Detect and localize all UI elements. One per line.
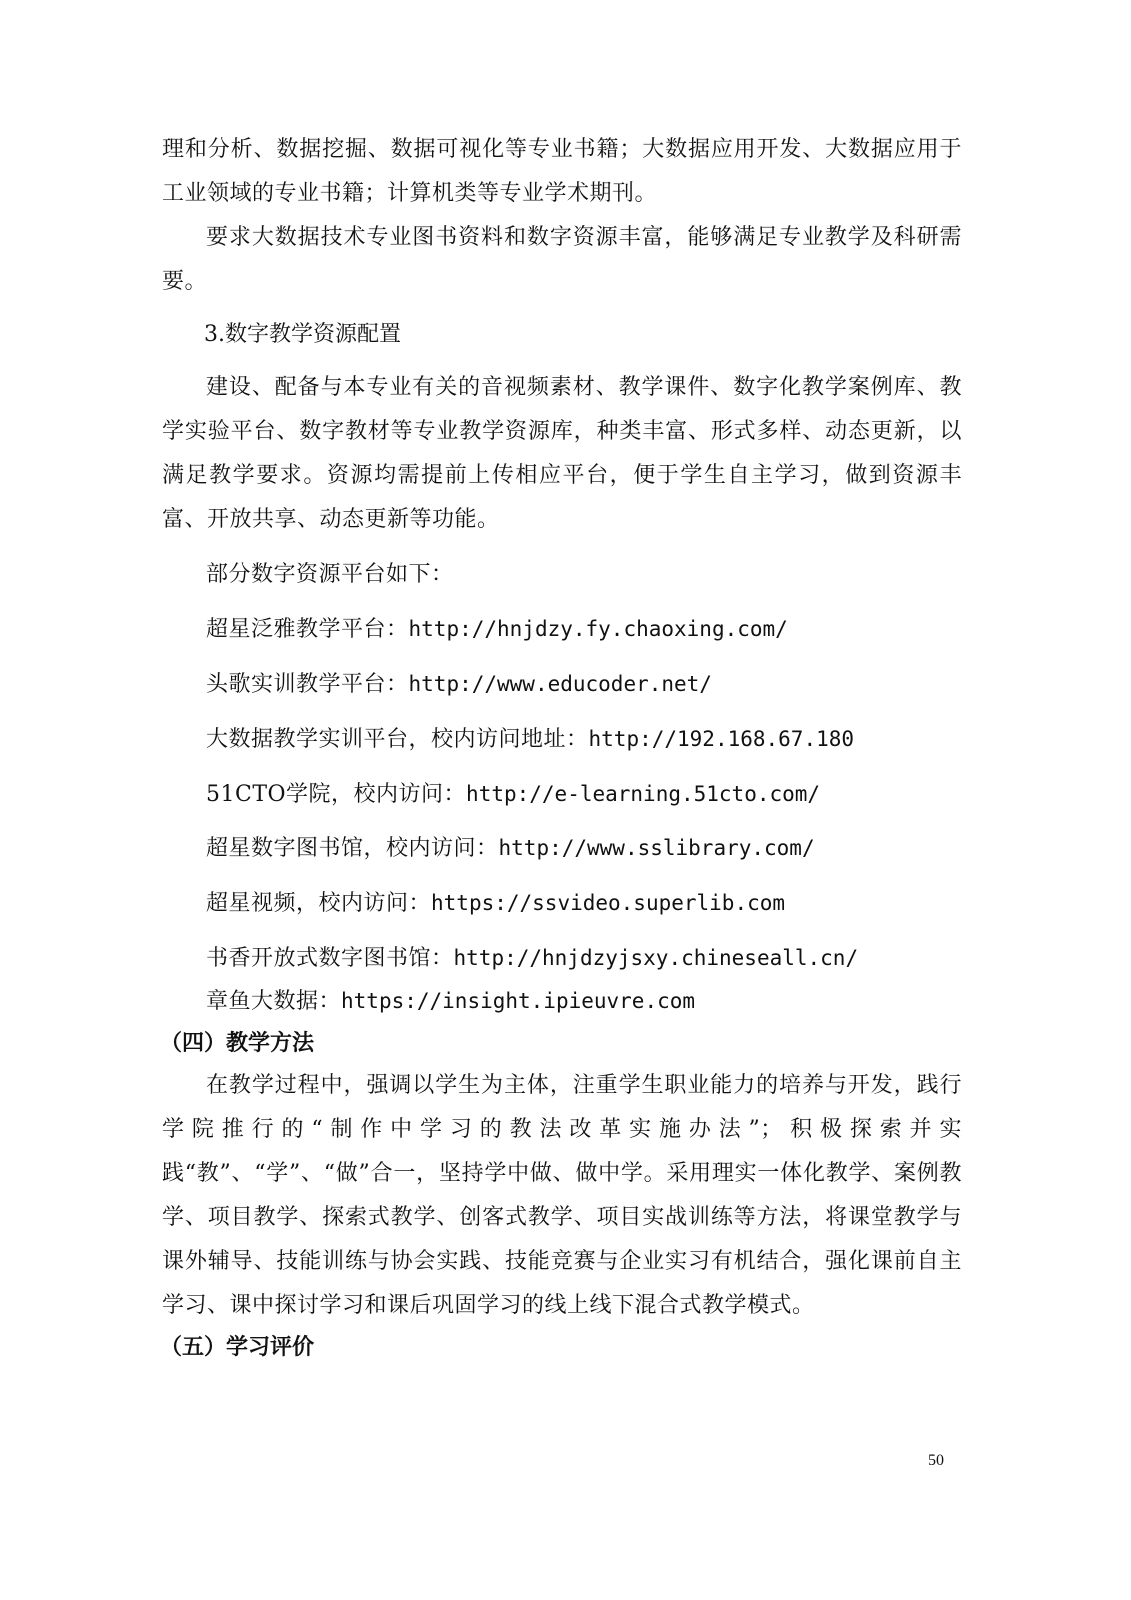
- resource-item: [206, 888, 785, 919]
- resource-label: 超星视频，校内访问：: [206, 891, 432, 916]
- resource-url[interactable]: http://e-learning.51cto.com/: [466, 782, 821, 806]
- resource-item: [206, 614, 788, 645]
- section-heading-teaching-methods: （四）教学方法: [160, 1031, 315, 1056]
- resource-label: 头歌实训教学平台：: [206, 672, 409, 697]
- resource-item: [206, 779, 820, 810]
- resource-label: 书香开放式数字图书馆：: [206, 946, 454, 971]
- resource-label: 大数据教学实训平台，校内访问地址：: [206, 727, 589, 752]
- resource-item: [206, 833, 815, 864]
- page-number: 50: [928, 1452, 944, 1469]
- resource-label: 超星数字图书馆，校内访问：: [206, 836, 499, 861]
- resource-item: [206, 986, 695, 1017]
- resource-url[interactable]: http://www.educoder.net/: [408, 672, 712, 696]
- resource-item: [206, 669, 712, 700]
- resource-label: 章鱼大数据：: [206, 989, 342, 1014]
- resource-url[interactable]: http://hnjdzy.fy.chaoxing.com/: [408, 617, 788, 641]
- paragraph-resource-requirement: 要求大数据技术专业图书资料和数字资源丰富，能够满足专业教学及科研需要。: [162, 225, 962, 294]
- resource-item: [206, 943, 858, 974]
- paragraph-teaching-methods: 在教学过程中，强调以学生为主体，注重学生职业能力的培养与开发，践行学院推行的“制作中学习的教法改革实施办法”；积极探索并实践“教”、“学”、“做”合一，坚持学中做、做中学。采用理实一体化教学、案例教学、项目教学、探索式教学、创客式教学、项目实战训练等方法，将课堂教学与课外辅导、技能训练与协会实践、技能竞赛与企业实习有机结合，强化课前自主学习、课中探讨学习和课后巩固学习的线上线下混合式教学模式。: [162, 1073, 962, 1318]
- paragraph-digital-resources: 建设、配备与本专业有关的音视频素材、教学课件、数字化教学案例库、教学实验平台、数字教材等专业教学资源库，种类丰富、形式多样、动态更新，以满足教学要求。资源均需提前上传相应平台，便于学生自主学习，做到资源丰富、开放共享、动态更新等功能。: [162, 375, 962, 532]
- resource-url[interactable]: https://insight.ipieuvre.com: [341, 989, 696, 1013]
- resource-item: [206, 724, 854, 755]
- section-heading-digital-resources: 3.数字教学资源配置: [204, 322, 401, 347]
- resource-label: 51CTO学院，校内访问：: [206, 782, 467, 807]
- resource-url[interactable]: http://www.sslibrary.com/: [498, 836, 815, 860]
- resource-url[interactable]: http://192.168.67.180: [588, 727, 855, 751]
- paragraph-book-resources: 理和分析、数据挖掘、数据可视化等专业书籍；大数据应用开发、大数据应用于工业领域的专业书籍；计算机类等专业学术期刊。: [162, 137, 962, 206]
- section-heading-learning-evaluation: （五）学习评价: [160, 1335, 315, 1360]
- resource-url[interactable]: https://ssvideo.superlib.com: [431, 891, 786, 915]
- resources-intro: 部分数字资源平台如下：: [206, 562, 454, 587]
- resource-url[interactable]: http://hnjdzyjsxy.chineseall.cn/: [453, 946, 859, 970]
- resource-label: 超星泛雅教学平台：: [206, 617, 409, 642]
